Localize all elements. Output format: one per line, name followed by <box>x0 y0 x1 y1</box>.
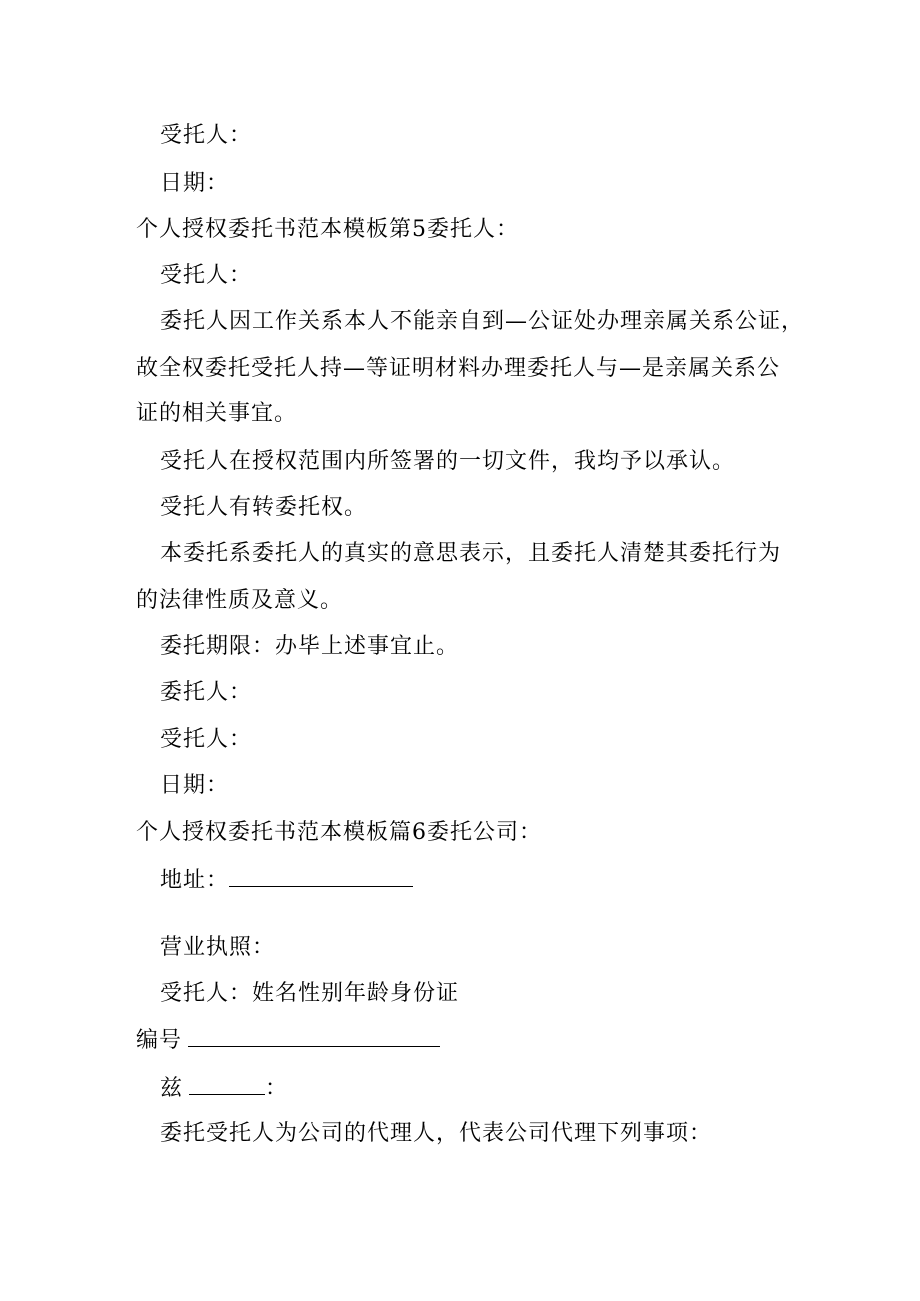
paragraph-line: 本委托系委托人的真实的意思表示，且委托人清楚其委托行为 <box>160 541 782 566</box>
address-label: 地址： <box>160 868 230 893</box>
date-label-2: 日期： <box>160 773 230 798</box>
term-line: 委托期限：办毕上述事宜止。 <box>160 634 460 659</box>
paragraph-line: 受托人有转委托权。 <box>160 495 368 520</box>
template-6-heading: 个人授权委托书范本模板篇6委托公司： <box>136 820 542 845</box>
number-blank <box>188 1026 440 1047</box>
date-label: 日期： <box>160 171 230 196</box>
trustee-label-3: 受托人： <box>160 727 253 752</box>
number-label: 编号 <box>136 1028 183 1053</box>
hereby-colon: ： <box>265 1076 289 1101</box>
hereby-blank <box>189 1074 265 1095</box>
trustee-label: 受托人： <box>160 123 253 148</box>
trustee-id-line: 受托人：姓名性别年龄身份证 <box>160 981 460 1006</box>
hereby-line <box>160 1074 288 1103</box>
address-blank <box>229 866 413 887</box>
hereby-label: 兹 <box>160 1076 184 1101</box>
trustee-label-2: 受托人： <box>160 263 253 288</box>
agency-line: 委托受托人为公司的代理人，代表公司代理下列事项： <box>160 1121 713 1146</box>
paragraph-line: 的法律性质及意义。 <box>136 588 344 613</box>
paragraph-line: 委托人因工作关系本人不能亲自到—公证处办理亲属关系公证， <box>160 309 805 334</box>
paragraph-line: 故全权委托受托人持—等证明材料办理委托人与—是亲属关系公 <box>136 356 781 381</box>
business-license-label: 营业执照： <box>160 935 276 960</box>
template-5-heading: 个人授权委托书范本模板第5委托人： <box>136 217 519 242</box>
number-line <box>136 1026 440 1055</box>
paragraph-line: 受托人在授权范围内所签署的一切文件，我均予以承认。 <box>160 449 736 474</box>
principal-label: 委托人： <box>160 680 253 705</box>
paragraph-line: 证的相关事宜。 <box>136 401 298 426</box>
address-line <box>160 866 413 895</box>
